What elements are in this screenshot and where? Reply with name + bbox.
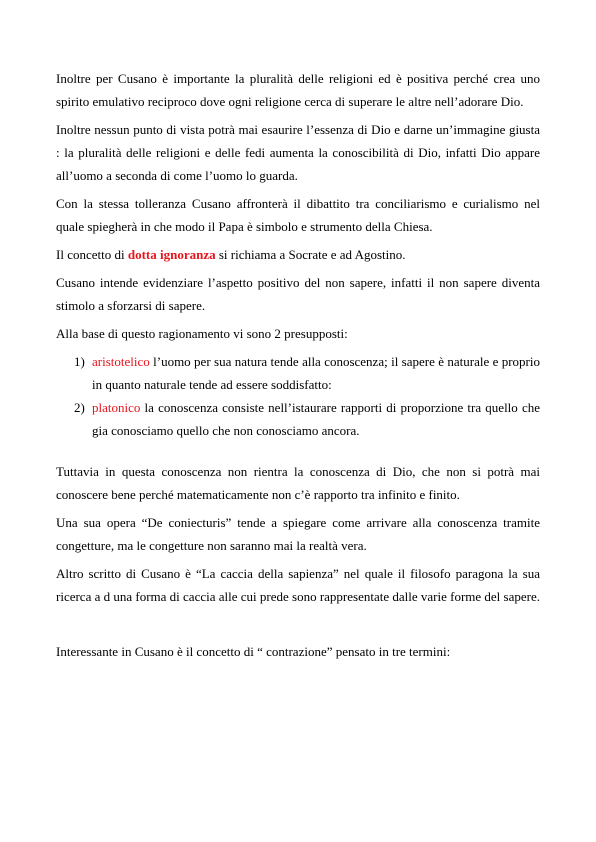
list-number: 1)	[74, 354, 85, 369]
paragraph-tolleranza: Con la stessa tolleranza Cusano affronterà il dibattito tra conciliarismo e curialismo nel quale spiegherà in che modo il Papa è simbolo e strumento della Chiesa.	[56, 196, 540, 234]
paragraph-pluralita: Inoltre per Cusano è importante la pluralità delle religioni ed è positiva perché crea uno spirito emulativo reciproco dove ogni religione cerca di superare le altre nell’adorare Dio.	[56, 71, 540, 109]
highlighted-term: platonico	[92, 400, 141, 415]
list-item-text: l’uomo per sua natura tende alla conoscenza; il sapere è naturale e proprio in quanto naturale tende ad essere soddisfatto:	[92, 354, 540, 392]
paragraph-presupposti: Alla base di questo ragionamento vi sono 2 presupposti:	[56, 326, 348, 341]
highlighted-term: dotta ignoranza	[127, 247, 216, 262]
paragraph-text: Il concetto di	[56, 247, 128, 262]
paragraph-non-sapere: Cusano intende evidenziare l’aspetto positivo del non sapere, infatti il non sapere diventa stimolo a sforzarsi di sapere.	[56, 275, 540, 313]
paragraph-de-coniecturis: Una sua opera “De coniecturis” tende a spiegare come arrivare alla conoscenza tramite congetture, ma le congetture non saranno mai la realtà vera.	[56, 515, 540, 553]
paragraph-punto-di-vista: Inoltre nessun punto di vista potrà mai esaurire l’essenza di Dio e darne un’immagine giusta : la pluralità delle religioni e delle fedi aumenta la conoscibilità di Dio, infatti Dio appare all’uomo a seconda di come l’uomo lo guarda.	[56, 122, 540, 183]
list-item	[56, 350, 540, 396]
list-number: 2)	[74, 400, 85, 415]
paragraph-text: si richiama a Socrate e ad Agostino.	[215, 247, 406, 262]
list-item-text: la conoscenza consiste nell’istaurare rapporti di proporzione tra quello che gia conosciamo quello che non conosciamo ancora.	[92, 400, 540, 438]
paragraph-caccia-sapienza: Altro scritto di Cusano è “La caccia della sapienza” nel quale il filosofo paragona la sua ricerca a d una forma di caccia alle cui prede sono rappresentate dalle varie forme del sapere.	[56, 566, 540, 604]
highlighted-term: aristotelico	[92, 354, 150, 369]
document-body	[56, 67, 540, 668]
list-item	[56, 396, 540, 442]
paragraph-dotta-ignoranza	[56, 243, 540, 266]
paragraph-conoscenza-dio: Tuttavia in questa conoscenza non rientra la conoscenza di Dio, che non si potrà mai conoscere bene perché matematicamente non c’è rapporto tra infinito e finito.	[56, 464, 540, 502]
presupposti-list	[56, 350, 540, 442]
paragraph-contrazione: Interessante in Cusano è il concetto di “ contrazione” pensato in tre termini:	[56, 644, 451, 659]
